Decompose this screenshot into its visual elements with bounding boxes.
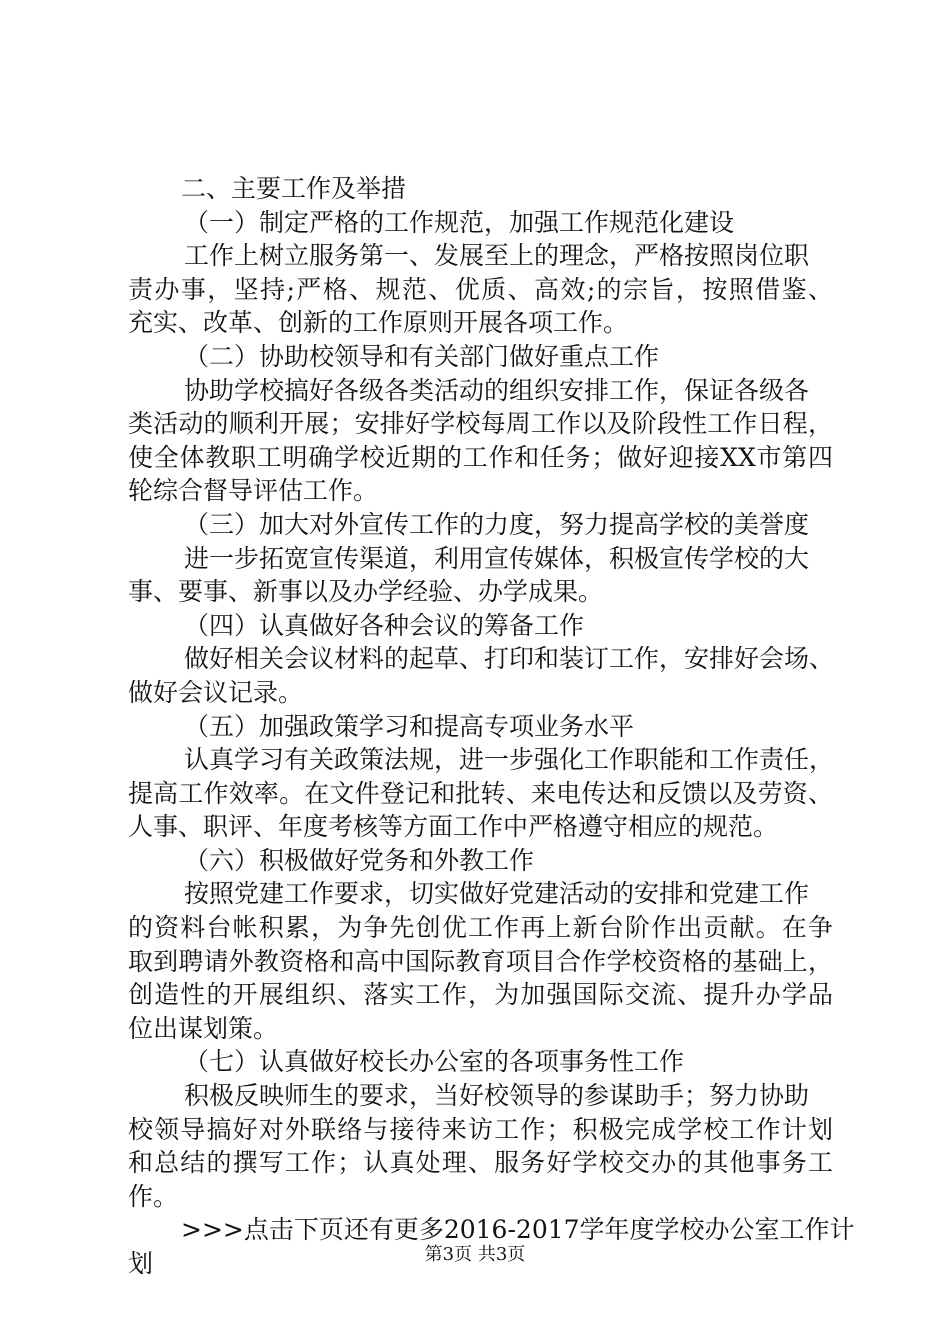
text-line: 责办事，坚持;严格、规范、优质、高效;的宗旨，按照借鉴、 (128, 274, 833, 304)
text-line: 轮综合督导评估工作。 (128, 476, 379, 506)
text-line: 取到聘请外教资格和高中国际教育项目合作学校资格的基础上， (128, 946, 833, 976)
text-line: 二、主要工作及举措 (181, 174, 407, 203)
text-line: 提高工作效率。在文件登记和批转、来电传达和反馈以及劳资、 (128, 778, 833, 808)
text-line: 划 (128, 1249, 154, 1278)
text-line: 作。 (128, 1181, 179, 1211)
page-footer: 第3页 共3页 (424, 1244, 526, 1265)
text-line: 积极反映师生的要求，当好校领导的参谋助手；努力协助 (184, 1081, 810, 1111)
text-line: （四）认真做好各种会议的筹备工作 (184, 610, 585, 640)
text-line: >>>点击下页还有更多2016-2017学年度学校办公室工作计 (181, 1215, 855, 1245)
text-line: 和总结的撰写工作；认真处理、服务好学校交办的其他事务工 (128, 1148, 833, 1178)
text-line: 进一步拓宽宣传渠道，利用宣传媒体，积极宣传学校的大 (184, 543, 810, 573)
text-line: （一）制定严格的工作规范，加强工作规范化建设 (184, 207, 735, 237)
text-line: 校领导搞好对外联络与接待来访工作；积极完成学校工作计划 (128, 1114, 833, 1144)
text-line: （六）积极做好党务和外教工作 (184, 845, 535, 875)
text-line: 人事、职评、年度考核等方面工作中严格遵守相应的规范。 (128, 812, 779, 842)
text-line: 认真学习有关政策法规，进一步强化工作职能和工作责任， (184, 745, 835, 775)
text-line: （二）协助校领导和有关部门做好重点工作 (184, 341, 660, 371)
text-line: （五）加强政策学习和提高专项业务水平 (184, 711, 635, 741)
text-line: 做好相关会议材料的起草、打印和装订工作，安排好会场、 (184, 644, 835, 674)
text-line: 事、要事、新事以及办学经验、办学成果。 (128, 577, 604, 607)
text-line: 做好会议记录。 (128, 677, 304, 707)
text-line: （七）认真做好校长办公室的各项事务性工作 (184, 1047, 685, 1077)
text-line: 创造性的开展组织、落实工作，为加强国际交流、提升办学品 (128, 980, 833, 1010)
text-line: （三）加大对外宣传工作的力度，努力提高学校的美誉度 (184, 509, 810, 539)
document-body (128, 172, 855, 1281)
text-line: 位出谋划策。 (128, 1013, 279, 1043)
text-line: 工作上树立服务第一、发展至上的理念，严格按照岗位职 (184, 241, 810, 271)
text-line: 的资料台帐积累，为争先创优工作再上新台阶作出贡献。在争 (128, 913, 833, 943)
text-line: 充实、改革、创新的工作原则开展各项工作。 (128, 308, 629, 338)
text-line: 使全体教职工明确学校近期的工作和任务；做好迎接XX市第四 (128, 442, 833, 472)
text-line: 类活动的顺利开展；安排好学校每周工作以及阶段性工作日程， (128, 409, 833, 439)
text-line: 按照党建工作要求，切实做好党建活动的安排和党建工作 (184, 879, 810, 909)
text-line: 协助学校搞好各级各类活动的组织安排工作，保证各级各 (184, 375, 810, 405)
